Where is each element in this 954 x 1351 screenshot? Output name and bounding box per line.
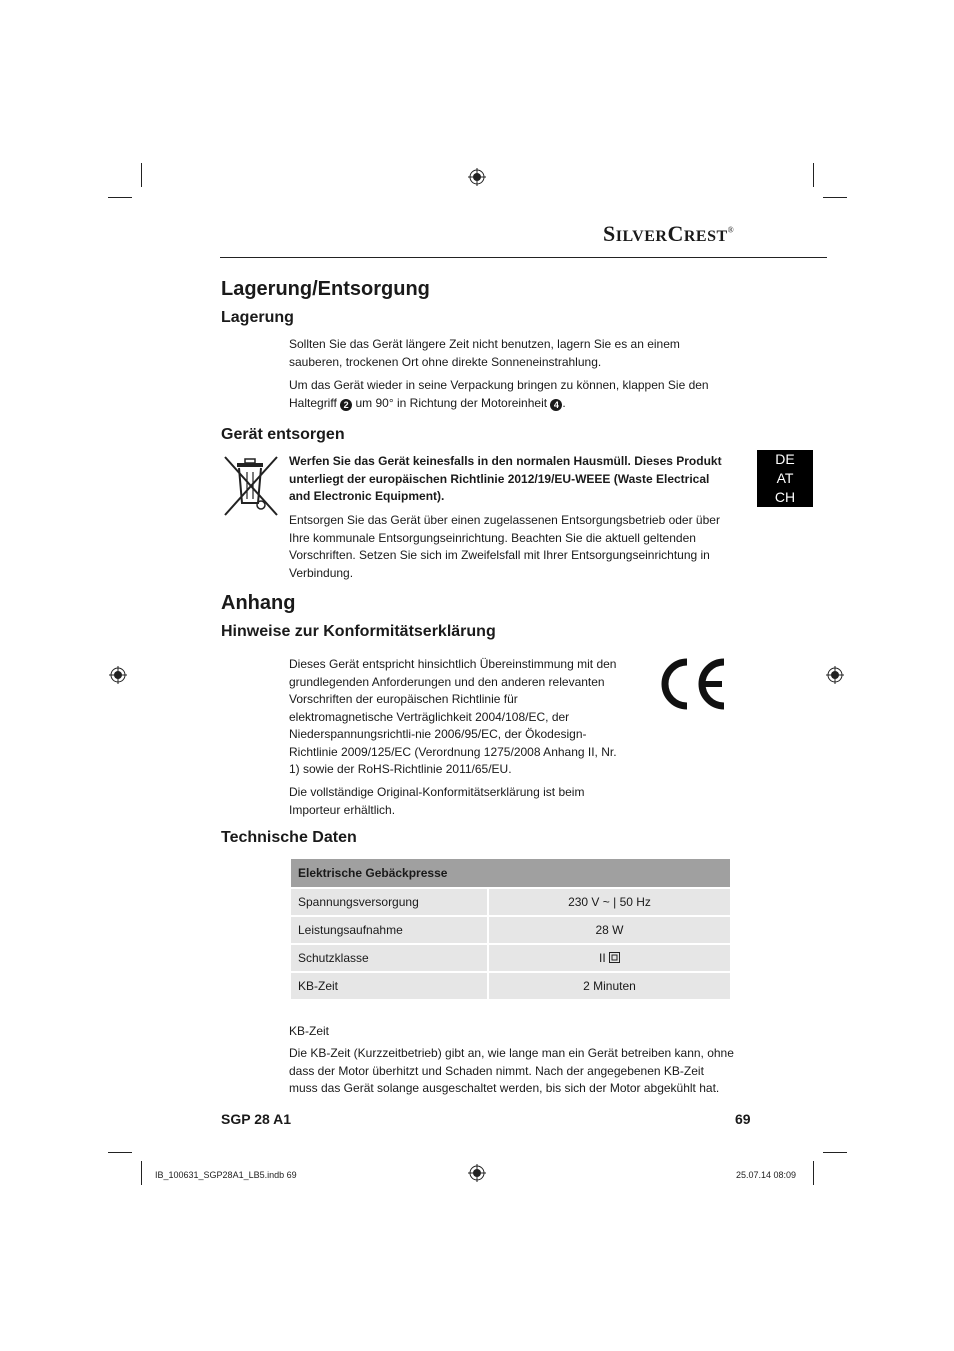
konformitaet-paragraph-1: Dieses Gerät entspricht hinsichtlich Übereinstimmung mit den grundlegenden Anforderungen und den anderen relevanten Vorschriften der europäischen Richtlinie für elektromagnetische Verträglichkeit 2004/108/EC, der Niederspannungsrichtli-nie 2006/95/EC, der Ökodesign-Richtlinie 2009/125/EC (Verordnung 1275/2008 Anhang II, Nr. 1) sowie der RoHS-Richtlinie 2011/65/EU. <box>289 657 617 776</box>
crop-mark <box>823 197 847 198</box>
table-row: Schutzklasse II <box>290 944 731 972</box>
header-rule <box>220 257 827 258</box>
crop-mark <box>813 1161 814 1185</box>
item-number-badge: 4 <box>550 399 562 411</box>
registration-mark-icon <box>109 666 127 684</box>
lagerung-paragraph-2: Um das Gerät wieder in seine Verpackung bringen zu können, klappen Sie den Haltegriff 2 um 90° in Richtung der Motoreinheit 4 . <box>289 378 709 410</box>
crop-mark <box>108 1152 132 1153</box>
registration-mark-icon <box>468 168 486 186</box>
lagerung-paragraph-1: Sollten Sie das Gerät längere Zeit nicht benutzen, lagern Sie es an einem sauberen, trockenen Ort ohne direkte Sonneneinstrahlung. <box>289 337 680 369</box>
table-row: Spannungsversorgung 230 V ~ | 50 Hz <box>290 888 731 916</box>
weee-warning: Werfen Sie das Gerät keinesfalls in den normalen Hausmüll. Dieses Produkt unterliegt der europäischen Richtlinie 2012/19/EU-WEEE (Waste Electrical and Electronic Equipment). <box>289 454 722 503</box>
slug-date: 25.07.14 08:09 <box>736 1170 797 1180</box>
language-tab: DE AT CH <box>757 450 813 507</box>
crop-mark <box>813 163 814 187</box>
section-title-anhang: Anhang <box>221 592 296 614</box>
table-row: Leistungsaufnahme 28 W <box>290 916 731 944</box>
crop-mark <box>141 1161 142 1185</box>
protection-class-icon <box>609 952 620 963</box>
slug-file: IB_100631_SGP28A1_LB5.indb 69 <box>155 1170 297 1180</box>
konformitaet-paragraph-2: Die vollständige Original-Konformitätserklärung ist beim Importeur erhältlich. <box>289 785 585 817</box>
kb-zeit-paragraph: Die KB-Zeit (Kurzzeitbetrieb) gibt an, wie lange man ein Gerät betreiben kann, ohne dass der Motor überhitzt und Schaden nimmt. Nach der angegebenen KB-Zeit muss das Gerät solange ausgeschaltet werden, bis sich der Motor abgekühlt hat. <box>289 1046 734 1095</box>
footer-model: SGP 28 A1 <box>221 1111 292 1127</box>
registration-mark-icon <box>468 1164 486 1182</box>
silvercrest-logo: SILVERCREST® <box>603 221 735 246</box>
table-header-row: Elektrische Gebäckpresse <box>290 858 731 888</box>
kb-zeit-label: KB-Zeit <box>289 1024 330 1038</box>
section-title-lagerung-entsorgung: Lagerung/Entsorgung <box>221 278 430 300</box>
crop-mark <box>141 163 142 187</box>
page-number: 69 <box>735 1111 751 1127</box>
table-row: KB-Zeit 2 Minuten <box>290 972 731 1000</box>
registration-mark-icon <box>826 666 844 684</box>
heading-konformitaet: Hinweise zur Konformitätserklärung <box>221 623 496 640</box>
item-number-badge: 2 <box>340 399 352 411</box>
spec-table <box>289 857 732 1001</box>
heading-lagerung: Lagerung <box>221 309 294 326</box>
crop-mark <box>823 1152 847 1153</box>
heading-technische-daten: Technische Daten <box>221 829 357 846</box>
entsorgen-paragraph: Entsorgen Sie das Gerät über einen zugelassenen Entsorgungsbetrieb oder über Ihre kommunale Entsorgungseinrichtung. Beachten Sie die aktuell geltenden Vorschriften. Setzen Sie sich im Zweifelsfall mit Ihrer Entsorgungseinrichtung in Verbindung. <box>289 513 720 580</box>
ce-mark-icon <box>656 658 728 710</box>
crop-mark <box>108 197 132 198</box>
heading-geraet-entsorgen: Gerät entsorgen <box>221 426 345 443</box>
weee-crossed-bin-icon <box>221 453 281 519</box>
